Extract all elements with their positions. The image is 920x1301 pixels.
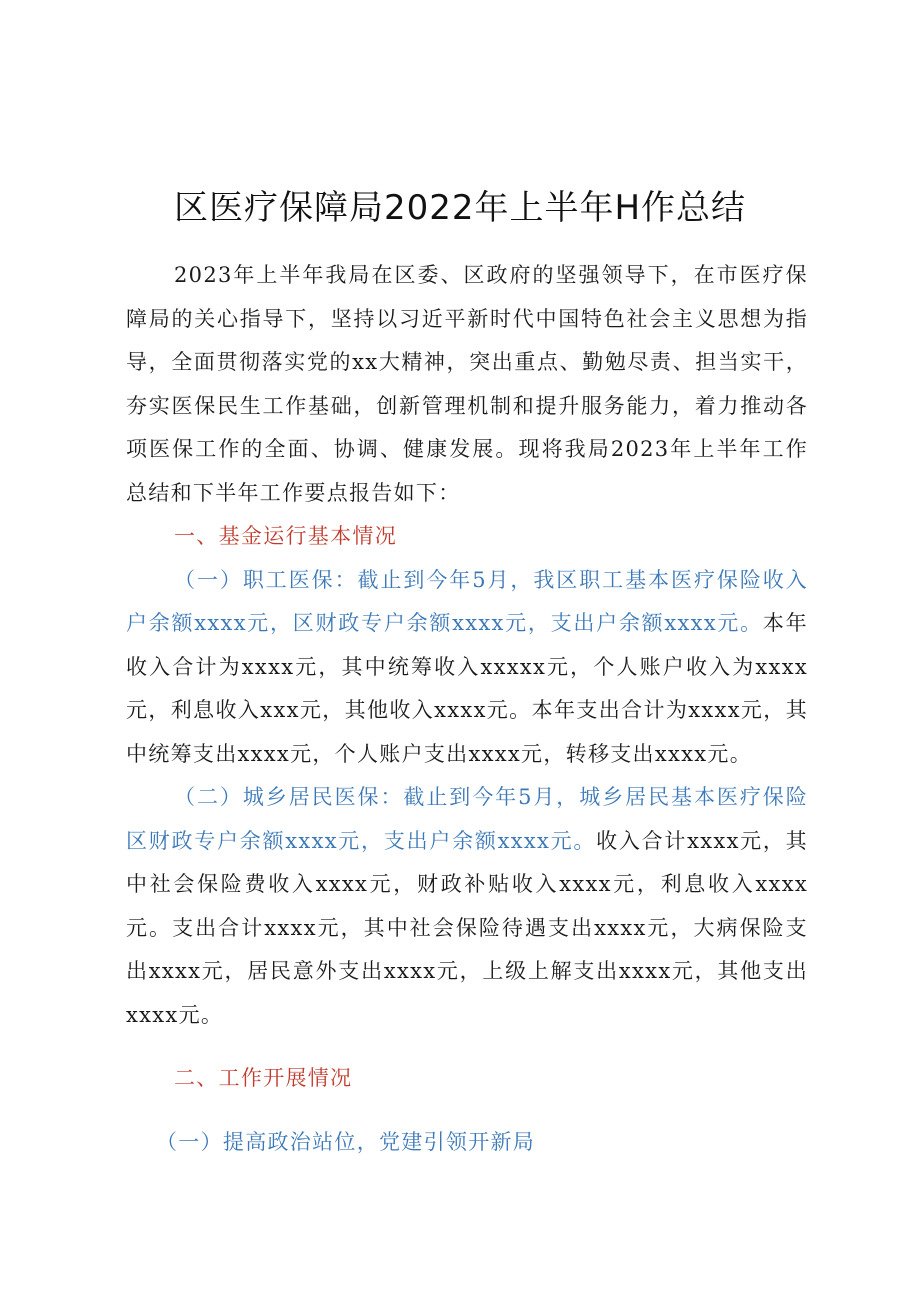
document-title: 区医疗保障局2022年上半年H作总结 — [173, 188, 747, 228]
subheading-party-building: （一）提高政治站位，党建引领开新局 — [156, 1129, 536, 1154]
resident-insurance-text: 收入合计xxxx元，其中社会保险费收入xxxx元，财政补贴收入xxxx元，利息收入xxxx元。支出合计xxxx元，其中社会保险待遇支出xxxx元，大病保险支出xxxx元，居民意外支出xxxx元，上级上解支出xxxx元，其他支出xxxx元。 — [126, 828, 808, 1027]
paragraph-resident-insurance — [126, 776, 808, 1037]
subheading-employee-insurance: （一）职工医保：截止到今年5月，我区职工基本医疗保险收入户余额xxxx元，区财政专户余额xxxx元，支出户余额xxxx元。 — [126, 567, 808, 635]
document-body — [126, 254, 808, 1164]
paragraph-employee-insurance — [126, 559, 808, 777]
subheading-resident-insurance: （二）城乡居民医保：截止到今年5月，城乡居民基本医疗保险区财政专户余额xxxx元，支出户余额xxxx元。 — [126, 785, 808, 853]
section-heading-work: 二、工作开展情况 — [174, 1066, 353, 1090]
spacer — [126, 1037, 808, 1057]
section-heading-fund: 一、基金运行基本情况 — [174, 524, 397, 548]
intro-paragraph: 2023年上半年我局在区委、区政府的坚强领导下，在市医疗保障局的关心指导下，坚持以习近平新时代中国特色社会主义思想为指导，全面贯彻落实党的xx大精神，突出重点、勤勉尽责、担当实干，夯实医保民生工作基础，创新管理机制和提升服务能力，着力推动各项医保工作的全面、协调、健康发展。现将我局2023年上半年工作总结和下半年工作要点报告如下： — [126, 263, 808, 505]
employee-insurance-text: 本年收入合计为xxxx元，其中统筹收入xxxxx元，个人账户收入为xxxx元，利息收入xxx元，其他收入xxxx元。本年支出合计为xxxx元，其中统筹支出xxxx元，个人账户支出xxxx元，转移支出xxxx元。 — [126, 611, 808, 766]
spacer — [126, 1101, 808, 1121]
